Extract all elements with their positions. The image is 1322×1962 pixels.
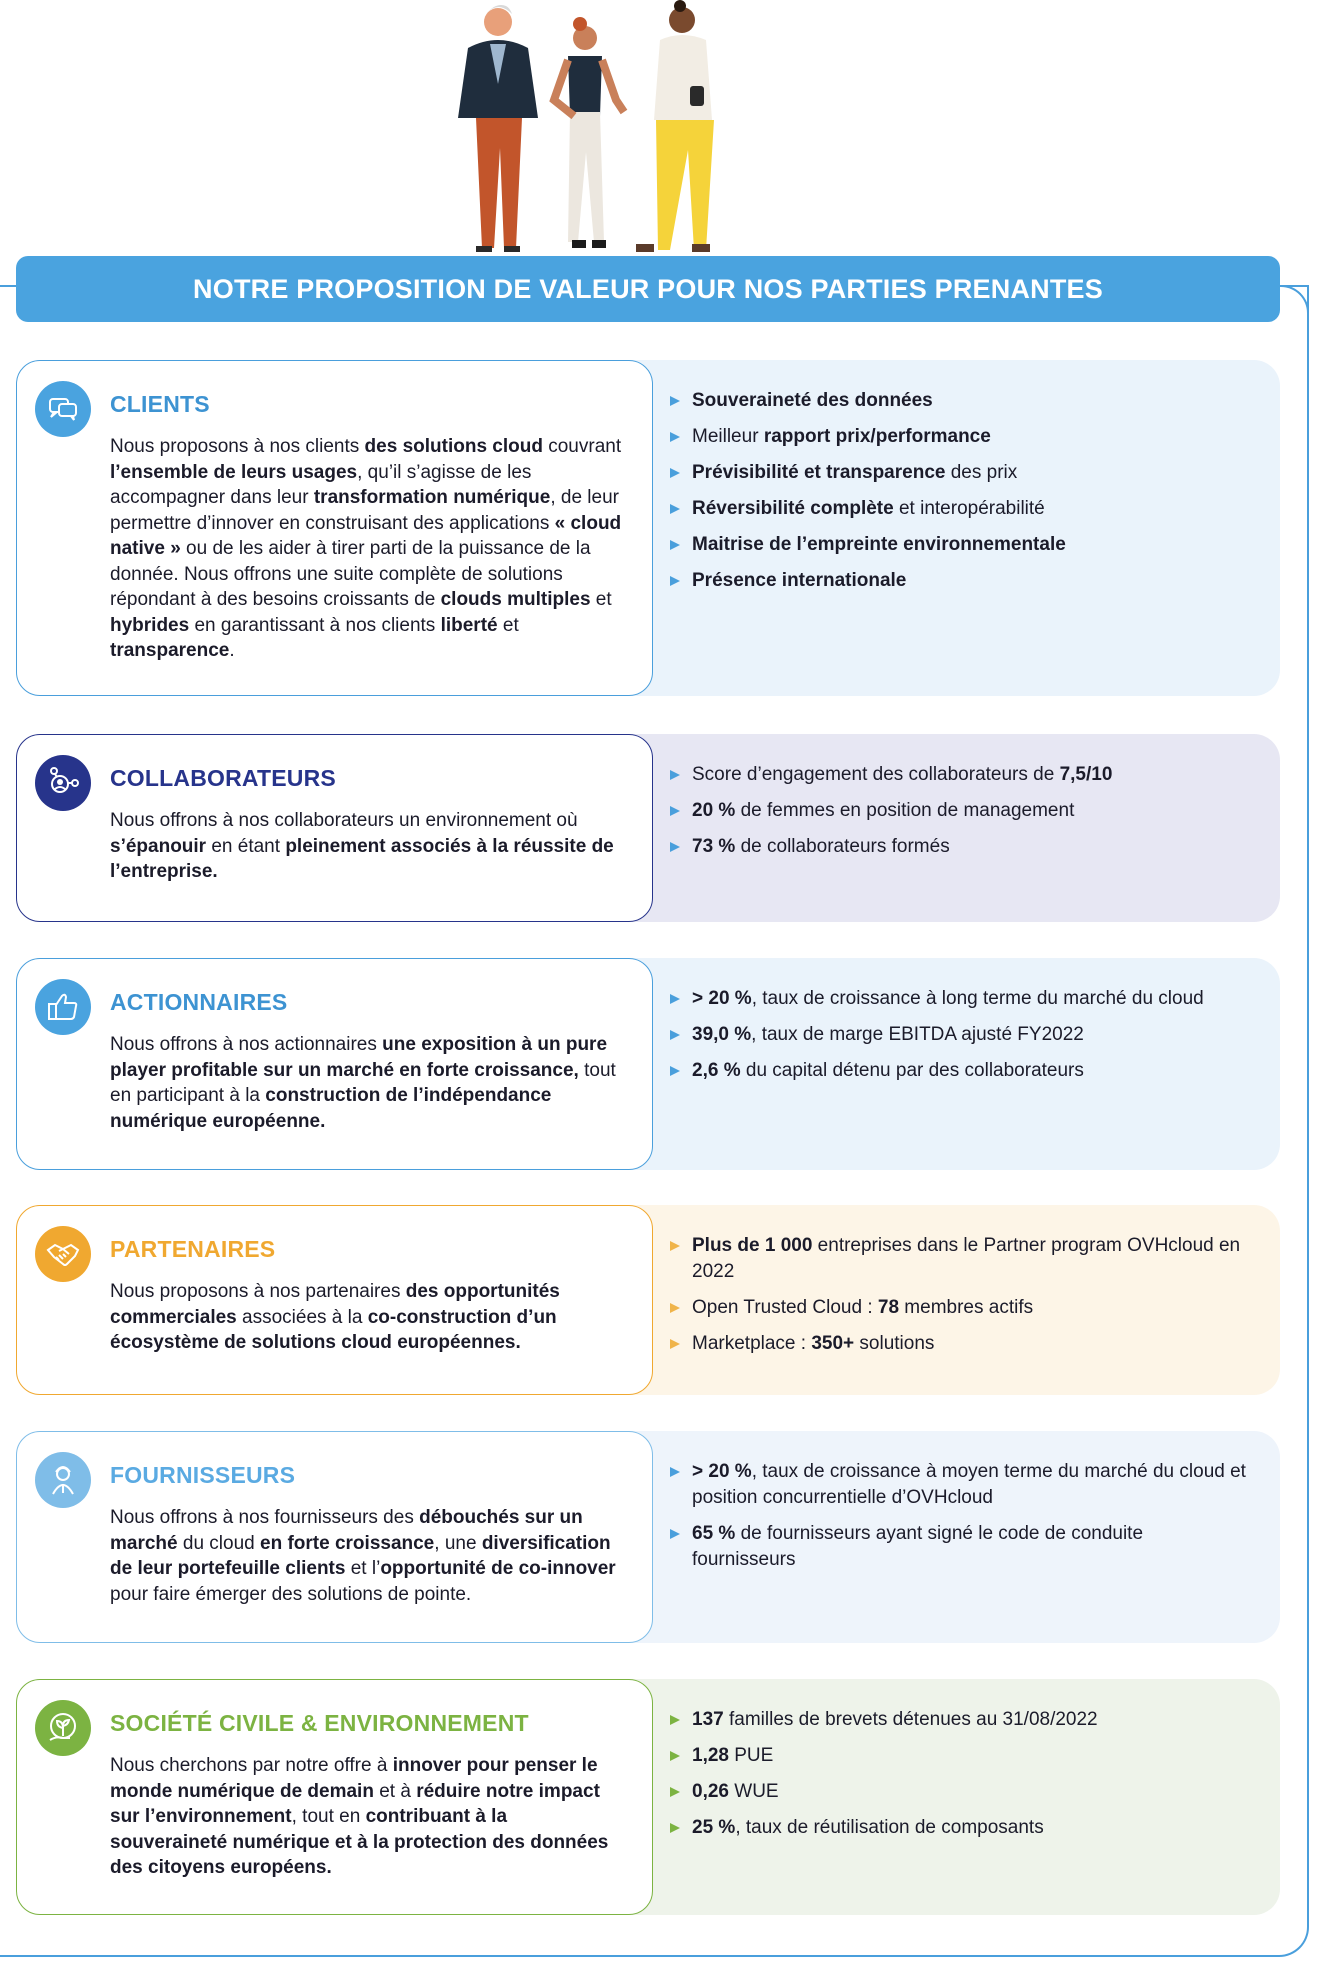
text-run: une exposition à un pure player profitable sur un marché en forte croissance,: [110, 1034, 608, 1081]
text-run: , taux de marge EBITDA ajusté FY2022: [751, 1024, 1084, 1045]
text-run: de femmes en position de management: [735, 800, 1075, 821]
text-run: « cloud native »: [110, 512, 622, 559]
fournisseurs-card: [16, 1431, 653, 1643]
text-run: pleinement associés à la réussite de l’entreprise.: [110, 835, 614, 882]
text-run: et à: [373, 1780, 417, 1802]
actionnaires-card: [16, 958, 653, 1170]
highlight-item: [670, 460, 1250, 486]
text-run: clouds multiples: [440, 589, 591, 610]
highlight-item: [670, 986, 1250, 1012]
text-run: Nous offrons à nos collaborateurs un environnement où: [110, 810, 578, 831]
highlight-item: [670, 1779, 1250, 1805]
text-run: ou de les aider à tirer parti de la puissance de la donnée. Nous offrons une suite complète de solutions répondant à des besoins croissants de: [110, 538, 591, 610]
page-title: NOTRE PROPOSITION DE VALEUR POUR NOS PARTIES PRENANTES: [193, 273, 1103, 304]
text-run: PUE: [728, 1745, 774, 1766]
text-run: membres actifs: [899, 1297, 1034, 1318]
text-run: Nous offrons à nos fournisseurs des: [110, 1507, 420, 1528]
partenaires-description: [110, 1279, 622, 1356]
text-run: , de leur permettre d’innover en construisant des applications: [110, 487, 619, 534]
collaborateurs-description: [110, 808, 622, 885]
collaborateurs-highlights-panel: [620, 734, 1280, 922]
text-run: l’ensemble de leurs usages: [110, 461, 358, 483]
text-run: , qu’il s’agisse de les accompagner dans leur: [110, 461, 532, 508]
collaborateurs-highlights: [670, 762, 1250, 860]
text-run: s’épanouir: [110, 835, 207, 857]
clients-card: [16, 360, 653, 696]
text-run: co-construction d’un écosystème de solutions cloud européennes.: [110, 1306, 557, 1353]
text-run: , taux de croissance à moyen terme du marché du cloud et position concurrentielle d’OVHcloud: [692, 1461, 1246, 1508]
text-run: construction de l’indépendance numérique européenne.: [110, 1085, 552, 1132]
handshake-icon: [35, 1226, 91, 1282]
highlight-item: [670, 798, 1250, 824]
section-fournisseurs: [16, 1431, 1280, 1643]
text-run: Plus de 1 000: [692, 1235, 813, 1256]
text-run: hybrides: [110, 614, 190, 636]
people-illustration: [420, 0, 760, 258]
highlight-item: [670, 424, 1250, 450]
text-run: 7,5/10: [1059, 764, 1113, 785]
text-run: en garantissant à nos clients: [189, 614, 441, 636]
text-run: 350+: [811, 1333, 855, 1354]
highlight-item: [670, 1459, 1250, 1511]
text-run: 20 %: [692, 800, 736, 821]
societe-civile-highlights-panel: [620, 1679, 1280, 1915]
text-run: 73 %: [692, 836, 736, 857]
people-network-icon: [35, 755, 91, 811]
societe-civile-highlights: [670, 1707, 1250, 1841]
clients-highlights-panel: [620, 360, 1280, 696]
societe-civile-title: SOCIÉTÉ CIVILE & ENVIRONNEMENT: [110, 1710, 529, 1736]
highlight-item: [670, 568, 1250, 594]
highlight-item: [670, 532, 1250, 558]
highlight-item: [670, 1815, 1250, 1841]
text-run: , une: [434, 1532, 482, 1554]
text-run: 78: [877, 1297, 900, 1318]
text-run: , taux de croissance à long terme du marché du cloud: [751, 988, 1204, 1009]
actionnaires-highlights: [670, 986, 1250, 1084]
section-actionnaires: [16, 958, 1280, 1170]
text-run: tout en participant à la: [110, 1059, 616, 1106]
text-run: Score d’engagement des collaborateurs de: [692, 764, 1060, 785]
text-run: contribuant à la souveraineté numérique et à la protection des données des citoyens européens.: [110, 1806, 609, 1878]
text-run: , taux de réutilisation de composants: [735, 1817, 1044, 1838]
text-run: Marketplace :: [692, 1333, 812, 1354]
actionnaires-description: [110, 1032, 622, 1134]
highlight-item: [670, 1707, 1250, 1733]
text-run: Nous proposons à nos clients: [110, 436, 365, 457]
highlight-item: [670, 1521, 1250, 1573]
partenaires-title: PARTENAIRES: [110, 1236, 276, 1262]
text-run: couvrant: [542, 436, 622, 457]
text-run: réduire notre impact sur l’environnement: [110, 1780, 600, 1827]
text-run: Nous offrons à nos actionnaires: [110, 1034, 383, 1055]
societe-civile-card: [16, 1679, 653, 1915]
text-run: entreprises dans le Partner program OVHcloud en 2022: [692, 1235, 1241, 1282]
actionnaires-title: ACTIONNAIRES: [110, 989, 288, 1015]
text-run: en forte croissance: [260, 1532, 435, 1554]
text-run: Nous proposons à nos partenaires: [110, 1281, 406, 1302]
text-run: 65 %: [692, 1523, 736, 1544]
text-run: rapport prix/performance: [763, 426, 991, 447]
text-run: WUE: [728, 1781, 779, 1802]
text-run: Meilleur: [692, 426, 764, 447]
highlight-item: [670, 1058, 1250, 1084]
text-run: et l’: [345, 1558, 381, 1579]
text-run: 137: [692, 1709, 724, 1730]
thumbs-up-icon: [35, 979, 91, 1035]
text-run: Présence internationale: [692, 570, 907, 591]
text-run: Prévisibilité et transparence: [692, 462, 946, 483]
highlight-item: [670, 762, 1250, 788]
partenaires-highlights-panel: [620, 1205, 1280, 1395]
text-run: 25 %: [692, 1817, 736, 1838]
section-clients: [16, 360, 1280, 696]
fournisseurs-highlights: [670, 1459, 1250, 1573]
text-run: > 20 %: [692, 1461, 752, 1482]
clients-title: CLIENTS: [110, 391, 210, 417]
text-run: de fournisseurs ayant signé le code de conduite fournisseurs: [692, 1523, 1144, 1570]
text-run: .: [229, 640, 235, 661]
text-run: 0,26: [692, 1781, 729, 1802]
text-run: Souveraineté des données: [692, 390, 933, 411]
plant-hand-icon: [35, 1700, 91, 1756]
section-collaborateurs: [16, 734, 1280, 922]
text-run: et: [497, 614, 519, 636]
text-run: Open Trusted Cloud :: [692, 1297, 878, 1318]
highlight-item: [670, 496, 1250, 522]
text-run: > 20 %: [692, 988, 752, 1009]
text-run: débouchés sur un marché: [110, 1507, 583, 1554]
supplier-person-icon: [35, 1452, 91, 1508]
page-title-banner: [16, 256, 1280, 322]
text-run: solutions: [854, 1333, 935, 1354]
text-run: 2,6 %: [692, 1060, 741, 1081]
text-run: des opportunités commerciales: [110, 1281, 560, 1328]
text-run: 39,0 %: [692, 1024, 752, 1045]
clients-highlights: [670, 388, 1250, 594]
section-partenaires: [16, 1205, 1280, 1395]
text-run: transparence: [110, 640, 230, 661]
actionnaires-highlights-panel: [620, 958, 1280, 1170]
collaborateurs-card: [16, 734, 653, 922]
text-run: et: [590, 589, 612, 610]
chat-bubbles-icon: [35, 381, 91, 437]
text-run: 1,28: [692, 1745, 729, 1766]
person-3-figure: [636, 0, 714, 252]
highlight-item: [670, 1743, 1250, 1769]
highlight-item: [670, 1233, 1250, 1285]
collaborateurs-title: COLLABORATEURS: [110, 765, 336, 791]
partenaires-card: [16, 1205, 653, 1395]
text-run: liberté: [440, 614, 498, 636]
text-run: de collaborateurs formés: [735, 836, 950, 857]
clients-description: [110, 434, 622, 664]
partenaires-highlights: [670, 1233, 1250, 1357]
text-run: innover pour penser le monde numérique de demain: [110, 1755, 598, 1802]
fournisseurs-title: FOURNISSEURS: [110, 1462, 296, 1488]
highlight-item: [670, 1331, 1250, 1357]
text-run: du capital détenu par des collaborateurs: [740, 1060, 1084, 1081]
section-societe-civile: [16, 1679, 1280, 1915]
fournisseurs-description: [110, 1505, 622, 1607]
text-run: des prix: [945, 462, 1018, 483]
text-run: des solutions cloud: [364, 436, 543, 457]
text-run: du cloud: [177, 1532, 261, 1554]
text-run: familles de brevets détenues au 31/08/2022: [723, 1709, 1098, 1730]
text-run: Maitrise de l’empreinte environnementale: [692, 534, 1066, 555]
text-run: associées à la: [236, 1306, 368, 1328]
fournisseurs-highlights-panel: [620, 1431, 1280, 1643]
text-run: en étant: [206, 835, 286, 857]
text-run: diversification de leur portefeuille clients: [110, 1532, 611, 1579]
highlight-item: [670, 834, 1250, 860]
text-run: opportunité de co-innover: [380, 1558, 616, 1579]
text-run: pour faire émerger des solutions de pointe.: [110, 1583, 472, 1605]
societe-civile-description: [110, 1753, 622, 1881]
highlight-item: [670, 1295, 1250, 1321]
highlight-item: [670, 1022, 1250, 1048]
text-run: transformation numérique: [313, 487, 551, 508]
text-run: Nous cherchons par notre offre à: [110, 1755, 393, 1776]
person-2-figure: [554, 17, 624, 248]
highlight-item: [670, 388, 1250, 414]
text-run: , tout en: [291, 1806, 366, 1827]
person-1-figure: [458, 5, 538, 252]
text-run: Réversibilité complète: [692, 498, 894, 519]
text-run: et interopérabilité: [893, 498, 1045, 519]
